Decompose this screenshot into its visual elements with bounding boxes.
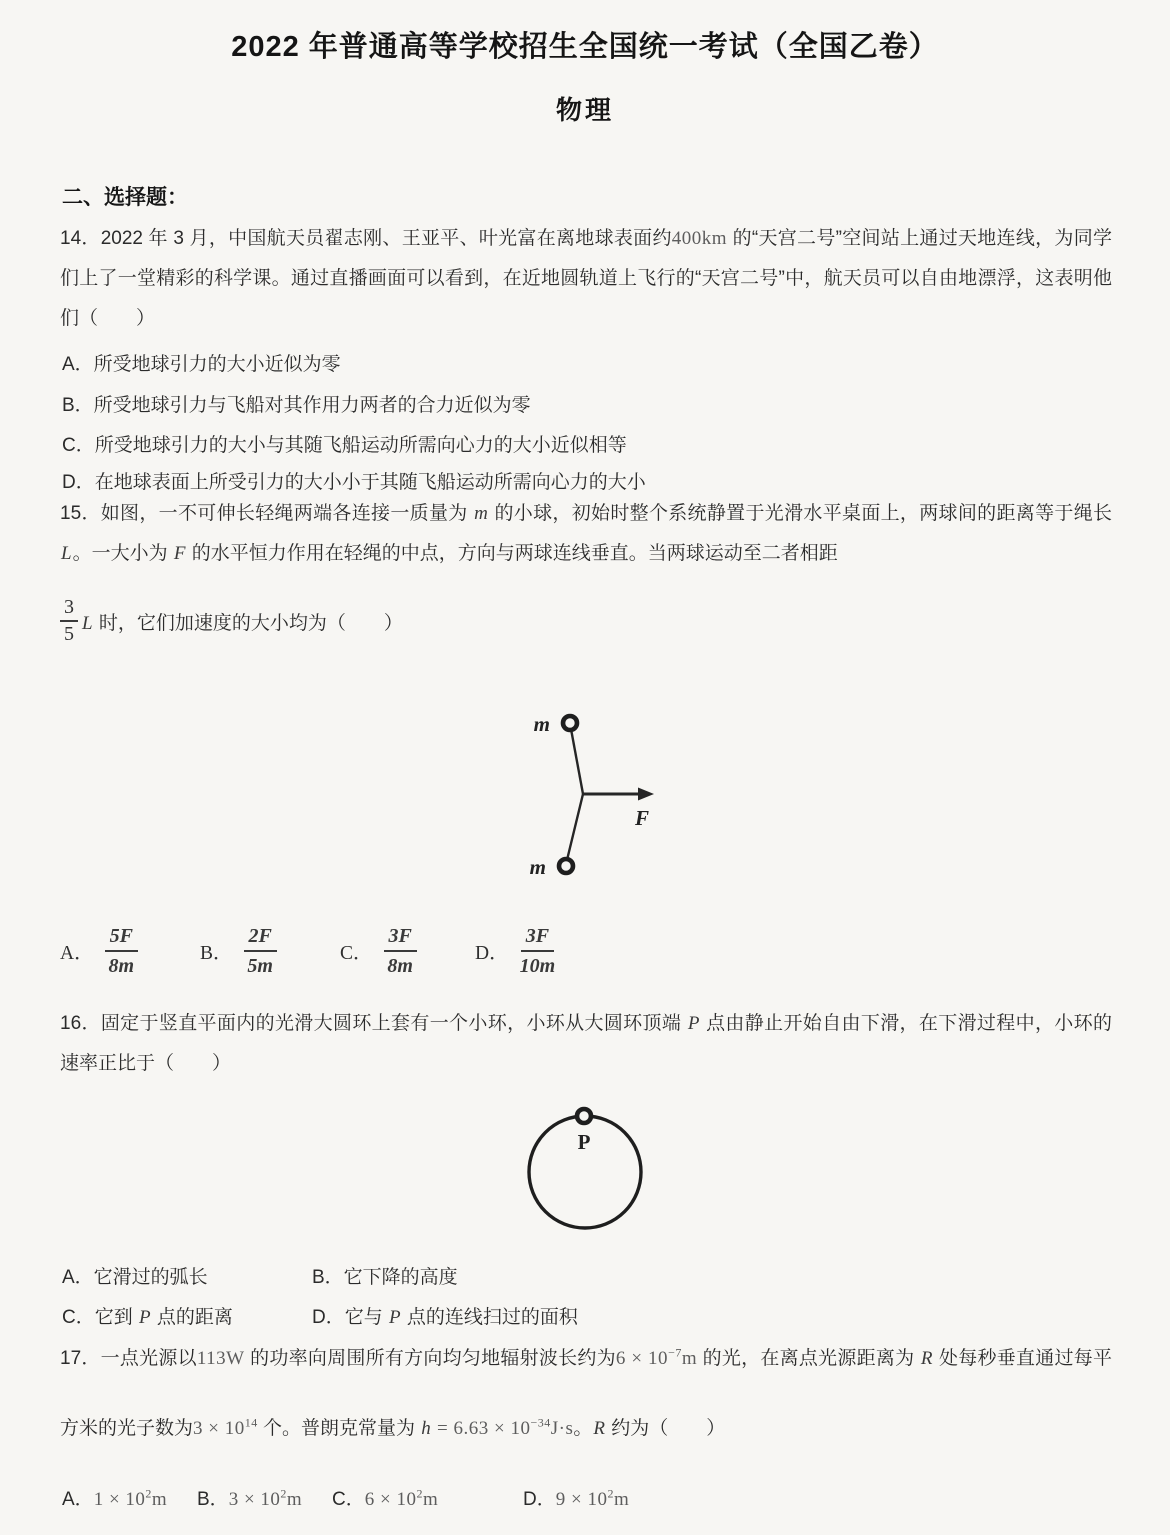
- page-title: 2022 年普通高等学校招生全国统一考试（全国乙卷）: [231, 31, 939, 63]
- question-15-option-c: [340, 924, 417, 978]
- question-16-stem: 16．固定于竖直平面内的光滑大圆环上套有一个小环，小环从大圆环顶端 P 点由静止开始自由下滑，在下滑过程中，小环的速率正比于（ ）: [60, 1013, 1113, 1074]
- point-p-label: P: [577, 1130, 591, 1154]
- question-17-option-d: D．$9 \times 10^2m$: [523, 1486, 630, 1510]
- option-label: C．: [340, 943, 373, 964]
- question-16-option-b: B．它下降的高度: [312, 1267, 458, 1288]
- question-17-option-c: C．$6 \times 10^2m$: [332, 1486, 439, 1510]
- option-label: A．: [60, 943, 94, 964]
- option-fraction: $\frac{3F}{10m}$: [519, 925, 556, 977]
- fraction-three-fifths: 3 5: [60, 596, 78, 646]
- question-15-stem-tail: L 时，它们加速度的大小均为（ ）: [82, 612, 403, 634]
- option-fraction: $\frac{5F}{8m}$: [105, 924, 138, 978]
- question-17-option-b: B．$3 \times 10^2m$: [197, 1486, 303, 1510]
- section-heading: 二、选择题：: [62, 186, 188, 209]
- force-arrow-head: [638, 788, 654, 801]
- question-15-stem: 15．如图，一不可伸长轻绳两端各连接一质量为 m 的小球，初始时整个系统静置于光滑水平桌面上，两球间的距离等于绳长 L。一大小为 F 的水平恒力作用在轻绳的中点，方向与两球连线垂直。当两球运动至二者相距: [60, 503, 1113, 564]
- force-label: F: [634, 806, 650, 830]
- small-ring: [577, 1109, 591, 1123]
- question-16-figure: [503, 1096, 668, 1246]
- option-fraction: $\frac{3F}{8m}$: [384, 924, 417, 978]
- question-15-figure: [470, 672, 720, 902]
- ball-bottom-mass-label: m: [529, 855, 546, 879]
- question-15-stem-fraction-line: [60, 590, 403, 652]
- question-15-option-a: [60, 924, 138, 978]
- option-fraction: $\frac{2F}{5m}$: [244, 924, 277, 978]
- rope-upper-segment: [571, 729, 583, 794]
- question-17-stem: 17．一点光源以113W 的功率向周围所有方向均匀地辐射波长约为$6 \times 10^{-7}m$ 的光，在离点光源距离为 R 处每秒垂直通过每平方米的光子数为$3 \times 10^{14}$ 个。普朗克常量为 $h = 6.63 \times 10^{-34}J\cdot s$。R 约为（ ）: [60, 1345, 1113, 1439]
- subject-title: 物理: [555, 95, 614, 125]
- question-15-option-b: [200, 924, 277, 978]
- question-14-option-d: D．在地球表面上所受引力的大小小于其随飞船运动所需向心力的大小: [62, 472, 646, 493]
- option-label: B．: [200, 943, 233, 964]
- question-16-option-c: C．它到 P 点的距离: [62, 1307, 233, 1328]
- ball-bottom: [559, 859, 573, 873]
- rope-lower-segment: [567, 794, 583, 860]
- question-16-option-d: D．它与 P 点的连线扫过的面积: [312, 1307, 578, 1328]
- question-14-option-a: A．所受地球引力的大小近似为零: [62, 354, 341, 375]
- ball-top: [563, 716, 577, 730]
- question-16-option-a: A．它滑过的弧长: [62, 1267, 208, 1288]
- question-17-option-a: A．$1 \times 10^2m$: [62, 1486, 168, 1510]
- ball-top-mass-label: m: [533, 712, 550, 736]
- question-14-option-c: C．所受地球引力的大小与其随飞船运动所需向心力的大小近似相等: [62, 435, 627, 456]
- option-label: D．: [475, 943, 509, 964]
- question-14-stem: 14．2022 年 3 月，中国航天员翟志刚、王亚平、叶光富在离地球表面约400km 的“天宫二号”空间站上通过天地连线，为同学们上了一堂精彩的科学课。通过直播画面可以看到，在近地圆轨道上飞行的“天宫二号”中，航天员可以自由地漂浮，这表明他们（ ）: [60, 228, 1112, 329]
- question-14-option-b: B．所受地球引力与飞船对其作用力两者的合力近似为零: [62, 395, 531, 416]
- question-15-option-d: [475, 924, 555, 978]
